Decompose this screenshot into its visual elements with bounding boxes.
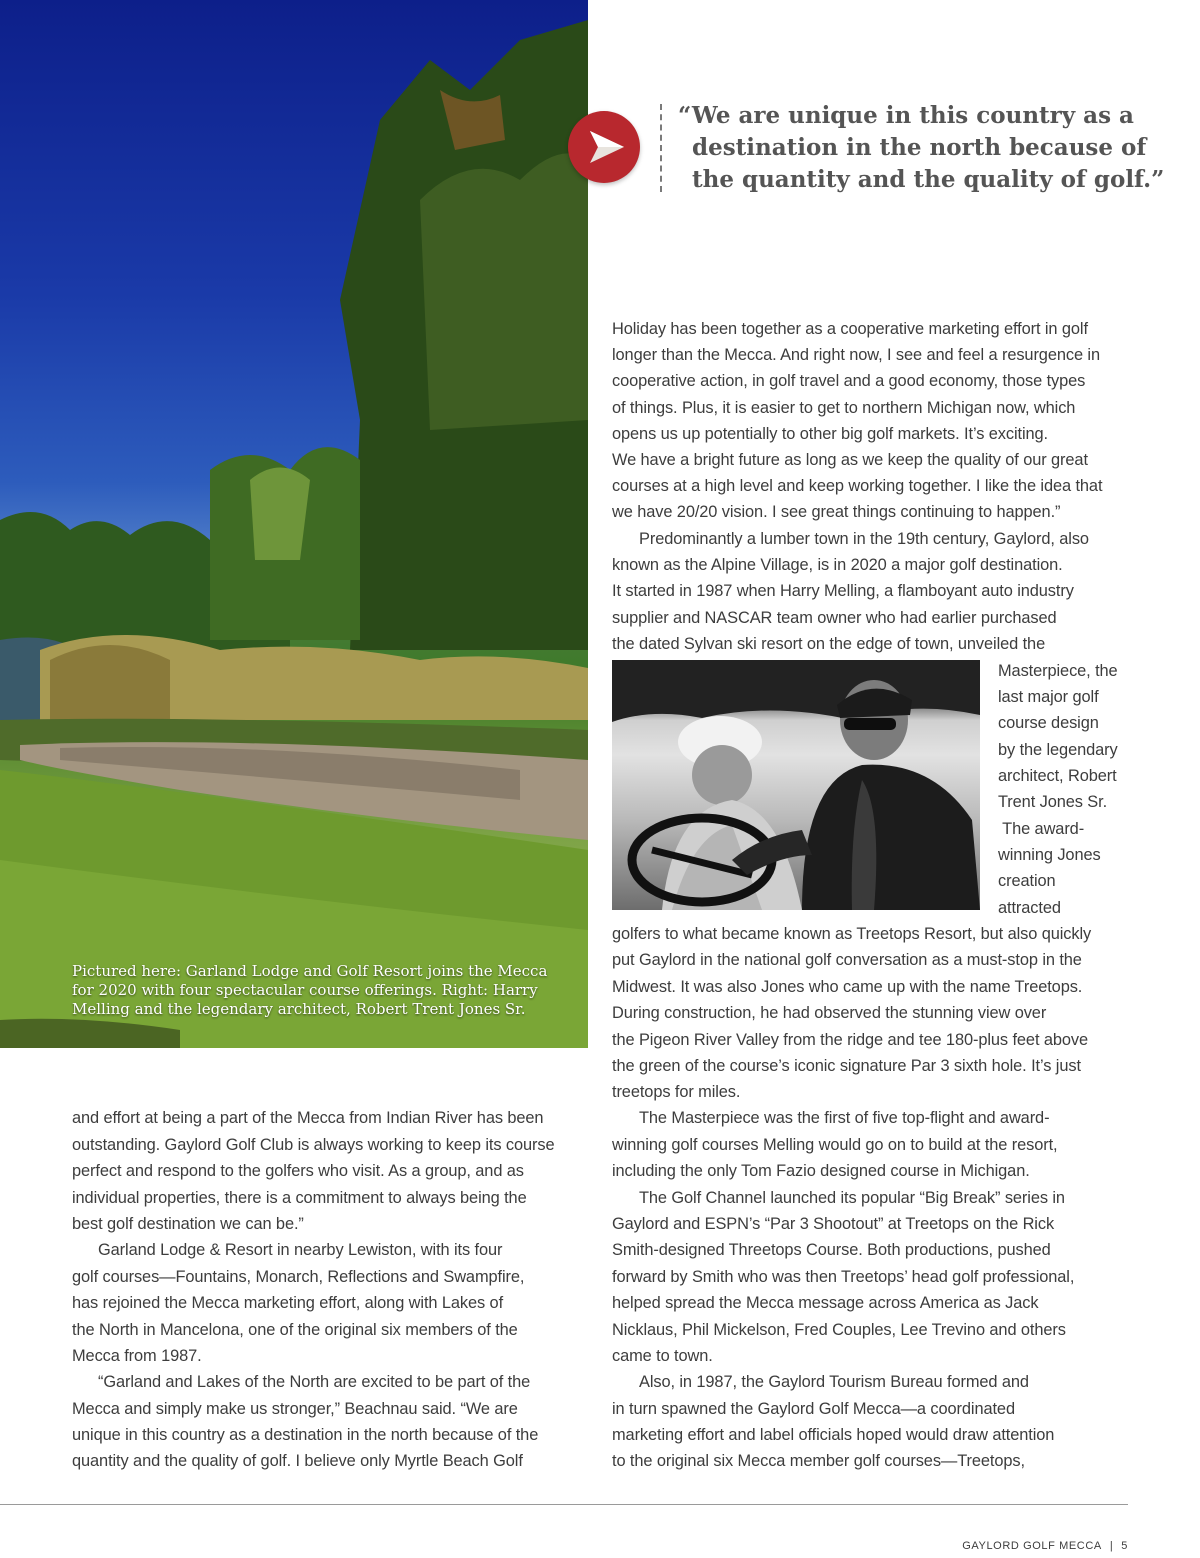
body-line: perfect and respond to the golfers who visit. As a group, and as [72, 1162, 524, 1180]
body-line: The Golf Channel launched its popular “Big Break” series in [639, 1189, 1065, 1207]
body-line: opens us up potentially to other big golf markets. It’s exciting. [612, 425, 1048, 443]
body-line: course design [998, 714, 1099, 732]
body-line: last major golf [998, 688, 1099, 706]
play-arrow-icon [568, 111, 640, 183]
body-line: Mecca from 1987. [72, 1347, 202, 1365]
body-line: The Masterpiece was the first of five top-flight and award- [639, 1109, 1050, 1127]
body-line: longer than the Mecca. And right now, I see and feel a resurgence in [612, 346, 1100, 364]
footer-separator: | [1109, 1540, 1114, 1552]
body-line: “Garland and Lakes of the North are excited to be part of the [98, 1373, 531, 1391]
body-line: supplier and NASCAR team owner who had earlier purchased [612, 609, 1057, 627]
body-line: marketing effort and label officials hoped would draw attention [612, 1426, 1055, 1444]
body-line: attracted [998, 899, 1061, 917]
body-line: Midwest. It was also Jones who came up with the name Treetops. [612, 978, 1083, 996]
body-line: We have a bright future as long as we keep the quality of our great [612, 451, 1088, 469]
pull-quote [678, 100, 1165, 196]
body-line: unique in this country as a destination in the north because of the [72, 1426, 539, 1444]
body-line: Gaylord and ESPN’s “Par 3 Shootout” at Treetops on the Rick [612, 1215, 1055, 1233]
body-line: golf courses—Fountains, Monarch, Reflections and Swampfire, [72, 1268, 525, 1286]
body-line: best golf destination we can be.” [72, 1215, 304, 1233]
body-line: Holiday has been together as a cooperative marketing effort in golf [612, 320, 1088, 338]
body-line: golfers to what became known as Treetops Resort, but also quickly [612, 925, 1092, 943]
publication-name: GAYLORD GOLF MECCA [962, 1540, 1102, 1552]
inset-photo-melling-jones [612, 660, 980, 910]
body-line: Masterpiece, the [998, 662, 1118, 680]
photo-caption: Pictured here: Garland Lodge and Golf Resort joins the Mecca for 2020 with four spectacular course offerings. Right: Harry Melling and the legendary architect, Robert Trent Jones Sr. [72, 962, 548, 1018]
page-number: 5 [1121, 1540, 1128, 1552]
body-line: the Pigeon River Valley from the ridge and tee 180-plus feet above [612, 1031, 1089, 1049]
body-line: we have 20/20 vision. I see great things continuing to happen.” [612, 503, 1061, 521]
body-line: It started in 1987 when Harry Melling, a flamboyant auto industry [612, 582, 1074, 600]
body-line: courses at a high level and keep working together. I like the idea that [612, 477, 1103, 495]
body-line: Garland Lodge & Resort in nearby Lewiston, with its four [98, 1241, 503, 1259]
body-line: helped spread the Mecca message across America as Jack [612, 1294, 1039, 1312]
body-line: put Gaylord in the national golf conversation as a must-stop in the [612, 951, 1082, 969]
hero-scene-illustration [0, 0, 588, 1048]
body-line: During construction, he had observed the stunning view over [612, 1004, 1047, 1022]
body-line: by the legendary [998, 741, 1118, 759]
body-line: Trent Jones Sr. [998, 793, 1108, 811]
body-line: of things. Plus, it is easier to get to northern Michigan now, which [612, 399, 1076, 417]
body-line: the dated Sylvan ski resort on the edge of town, unveiled the [612, 635, 1046, 653]
quote-divider [660, 104, 662, 192]
body-line: quantity and the quality of golf. I believe only Myrtle Beach Golf [72, 1452, 523, 1470]
body-line: in turn spawned the Gaylord Golf Mecca—a coordinated [612, 1400, 1015, 1418]
inset-photo-illustration [612, 660, 980, 910]
body-line: winning Jones [998, 846, 1101, 864]
body-line: creation [998, 872, 1056, 890]
body-line: architect, Robert [998, 767, 1117, 785]
pull-quote-line: “We are unique in this country as a [678, 102, 1134, 129]
body-line: the North in Mancelona, one of the original six members of the [72, 1321, 518, 1339]
body-line: Smith-designed Threetops Course. Both productions, pushed [612, 1241, 1051, 1259]
body-line: including the only Tom Fazio designed course in Michigan. [612, 1162, 1030, 1180]
body-line: known as the Alpine Village, is in 2020 a major golf destination. [612, 556, 1063, 574]
body-line: and effort at being a part of the Mecca from Indian River has been [72, 1109, 544, 1127]
body-line: cooperative action, in golf travel and a good economy, those types [612, 372, 1086, 390]
body-line: to the original six Mecca member golf courses—Treetops, [612, 1452, 1025, 1470]
body-line: outstanding. Gaylord Golf Club is always working to keep its course [72, 1136, 555, 1154]
footer-rule [0, 1504, 1128, 1505]
body-line: Mecca and simply make us stronger,” Beachnau said. “We are [72, 1400, 518, 1418]
body-line: Predominantly a lumber town in the 19th century, Gaylord, also [639, 530, 1089, 548]
hero-golf-course-photo [0, 0, 588, 1048]
body-line: individual properties, there is a commitment to always being the [72, 1189, 527, 1207]
body-line: came to town. [612, 1347, 713, 1365]
body-line: Also, in 1987, the Gaylord Tourism Bureau formed and [639, 1373, 1029, 1391]
pull-quote-line: the quantity and the quality of golf.” [692, 166, 1165, 193]
body-line: forward by Smith who was then Treetops’ head golf professional, [612, 1268, 1075, 1286]
pull-quote-line: destination in the north because of [692, 134, 1147, 161]
body-line: The award- [998, 820, 1085, 838]
body-line: has rejoined the Mecca marketing effort, along with Lakes of [72, 1294, 504, 1312]
page-footer [962, 1540, 1128, 1552]
body-line: treetops for miles. [612, 1083, 741, 1101]
body-line: Nicklaus, Phil Mickelson, Fred Couples, Lee Trevino and others [612, 1321, 1066, 1339]
body-line: winning golf courses Melling would go on to build at the resort, [612, 1136, 1058, 1154]
body-line: the green of the course’s iconic signature Par 3 sixth hole. It’s just [612, 1057, 1081, 1075]
